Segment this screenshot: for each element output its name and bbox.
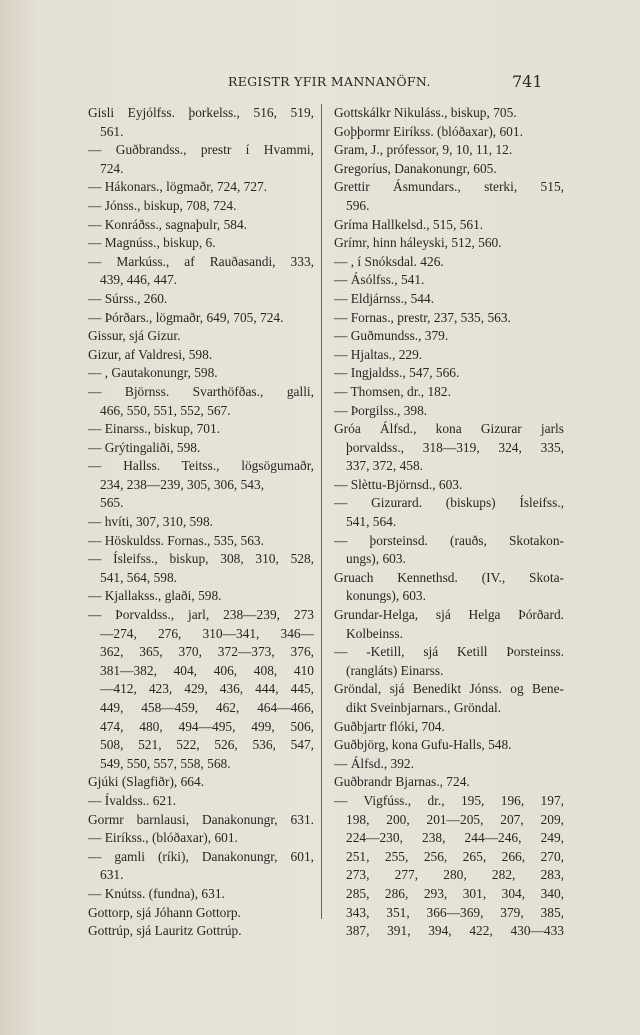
index-line: 224—230, 238, 244—246, 249, (346, 830, 564, 846)
index-line: — Þorgilss., 398. (334, 402, 428, 418)
index-line: þorvaldss., 318—319, 324, 335, (346, 439, 564, 455)
index-line: Guðbrandr Bjarnas., 724. (334, 774, 470, 790)
index-line: Goþþormr Eiríkss. (blóðaxar), 601. (334, 123, 523, 139)
index-line: — -Ketill, sjá Ketill Þorsteinss. (334, 644, 564, 660)
index-line: — Guðbrandss., prestr í Hvammi, (88, 142, 314, 158)
index-line: — Magnúss., biskup, 6. (88, 235, 216, 251)
index-line: Gormr barnlausi, Danakonungr, 631. (88, 811, 314, 827)
index-line: Gregoríus, Danakonungr, 605. (334, 160, 497, 176)
index-line: — Thomsen, dr., 182. (334, 383, 451, 399)
index-line: 362, 365, 370, 372—373, 376, (100, 644, 314, 660)
index-column-left (88, 104, 314, 941)
index-line: 198, 200, 201—205, 207, 209, (346, 811, 564, 827)
index-line: (rangláts) Einarss. (346, 662, 444, 678)
index-line: Kolbeinss. (346, 625, 403, 641)
index-line: 273, 277, 280, 282, 283, (346, 867, 564, 883)
index-line: 387, 391, 394, 422, 430—433 (346, 923, 564, 939)
index-line: konungs), 603. (346, 588, 426, 604)
index-line: 449, 458—459, 462, 464—466, (100, 700, 314, 715)
index-line: — Álfsd., 392. (334, 755, 414, 771)
index-line: — Ísleifss., biskup, 308, 310, 528, (88, 551, 314, 567)
index-line: 466, 550, 551, 552, 567. (100, 402, 231, 418)
index-line: — , í Snóksdal. 426. (334, 253, 444, 269)
index-line: Grundar-Helga, sjá Helga Þórðard. (334, 607, 564, 623)
index-line: 439, 446, 447. (100, 272, 177, 288)
index-line: Gröndal, sjá Benedikt Jónss. og Bene- (334, 681, 564, 697)
index-line: 508, 521, 522, 526, 536, 547, (100, 737, 314, 753)
index-line: — Markúss., af Rauðasandi, 333, (88, 253, 314, 269)
index-line: — Súrss., 260. (88, 290, 168, 306)
index-line: — Ingjaldss., 547, 566. (334, 365, 460, 381)
index-line: 561. (100, 123, 124, 139)
index-line: Gram, J., prófessor, 9, 10, 11, 12. (334, 142, 513, 158)
index-column-right (334, 104, 564, 941)
index-line: Guðbjartr flóki, 704. (334, 718, 445, 734)
index-line: Gottrúp, sjá Lauritz Gottrúp. (88, 923, 242, 939)
index-line: Gottorp, sjá Jóhann Gottorp. (88, 904, 241, 920)
index-line: — Ívaldss.. 621. (88, 792, 177, 808)
index-line: 631. (100, 867, 124, 883)
index-line: — Fornas., prestr, 237, 535, 563. (334, 309, 511, 325)
index-line: — Þórðars., lögmaðr, 649, 705, 724. (88, 309, 284, 325)
index-line: 337, 372, 458. (346, 458, 423, 474)
index-line: — þorsteinsd. (rauðs, Skotakon- (334, 532, 564, 548)
index-line: Gissur, sjá Gizur. (88, 328, 181, 344)
index-line: — , Gautakonungr, 598. (88, 365, 218, 381)
index-line: Gríma Hallkelsd., 515, 561. (334, 216, 484, 232)
index-line: 549, 550, 557, 558, 568. (100, 755, 231, 771)
index-line: — Eldjárnss., 544. (334, 290, 435, 306)
index-line: — Björnss. Svarthöfðas., galli, (88, 383, 314, 399)
column-divider (321, 104, 322, 919)
index-line: — Konráðss., sagnaþulr, 584. (88, 216, 248, 232)
index-line: — Einarss., biskup, 701. (88, 421, 221, 437)
index-line: —274, 276, 310—341, 346— (100, 625, 314, 641)
index-line: — Hjaltas., 229. (334, 346, 423, 362)
index-line: Grettir Ásmundars., sterki, 515, (334, 179, 564, 195)
index-line: Guðbjörg, kona Gufu-Halls, 548. (334, 737, 512, 753)
index-line: — Höskuldss. Fornas., 535, 563. (88, 532, 264, 548)
index-line: Gróa Álfsd., kona Gizurar jarls (334, 421, 564, 437)
index-line: 343, 351, 366—369, 379, 385, (346, 904, 564, 920)
index-line: Gizur, af Valdresi, 598. (88, 346, 213, 362)
index-line: — Eiríkss., (blóðaxar), 601. (88, 830, 238, 846)
index-line: 234, 238—239, 305, 306, 543, (100, 476, 265, 492)
index-line: 541, 564, 598. (100, 569, 177, 585)
index-line: 381—382, 404, 406, 408, 410 (100, 662, 314, 678)
index-line: —412, 423, 429, 436, 444, 445, (100, 681, 314, 697)
index-line: — Gizurard. (biskups) Ísleifss., (334, 495, 564, 511)
index-line: — hvíti, 307, 310, 598. (88, 514, 213, 530)
index-line: — Þorvaldss., jarl, 238—239, 273 (88, 607, 314, 623)
index-line: 596. (346, 197, 370, 213)
index-line: — Slèttu-Björnsd., 603. (334, 476, 463, 492)
running-title: REGISTR YFIR MANNANÖFN. (228, 74, 431, 89)
index-line: Gjúki (Slagfiðr), 664. (88, 774, 205, 790)
index-line: — Hákonars., lögmaðr, 724, 727. (88, 179, 268, 195)
index-line: 541, 564. (346, 514, 397, 530)
index-line: — Jónss., biskup, 708, 724. (88, 197, 237, 213)
index-line: ungs), 603. (346, 551, 406, 567)
index-line: Gruach Kennethsd. (IV., Skota- (334, 569, 564, 585)
index-line: — gamli (ríki), Danakonungr, 601, (88, 848, 314, 864)
index-line: Grímr, hinn háleyski, 512, 560. (334, 235, 502, 251)
index-line: dikt Sveinbjarnars., Gröndal. (346, 700, 502, 715)
index-line: Gisli Eyjólfss. þorkelss., 516, 519, (88, 105, 314, 120)
index-line: 724. (100, 160, 124, 176)
index-line: — Guðmundss., 379. (334, 328, 449, 344)
index-line: 285, 286, 293, 301, 304, 340, (346, 885, 564, 901)
index-line: — Vigfúss., dr., 195, 196, 197, (334, 792, 564, 808)
index-line: 251, 255, 256, 265, 266, 270, (346, 848, 564, 864)
index-line: — Kjallakss., glaði, 598. (88, 588, 222, 604)
index-line: 474, 480, 494—495, 499, 506, (100, 718, 314, 734)
index-line: — Knútss. (fundna), 631. (88, 885, 225, 901)
index-line: — Ásólfss., 541. (334, 272, 425, 288)
page-number: 741 (512, 72, 543, 91)
index-line: Gottskálkr Nikuláss., biskup, 705. (334, 105, 517, 120)
index-line: — Hallss. Teitss., lögsögumaðr, (88, 458, 314, 474)
index-line: — Grýtingaliði, 598. (88, 439, 201, 455)
index-line: 565. (100, 495, 124, 511)
